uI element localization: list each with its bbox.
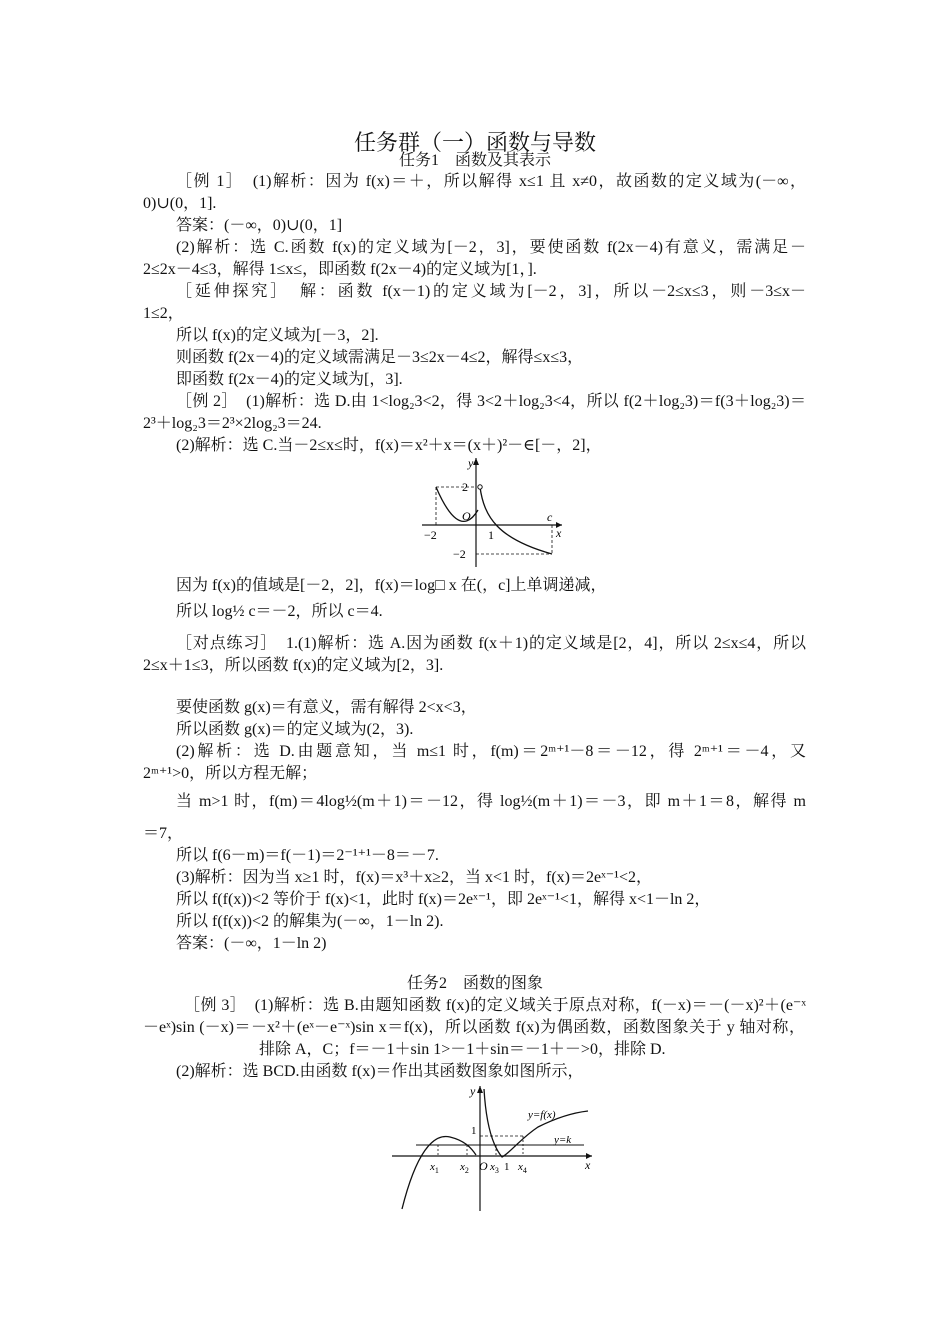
label-x1: $x_1$ — [430, 1161, 439, 1175]
origin-label: O — [462, 509, 471, 523]
tick-2: 2 — [462, 480, 468, 494]
example1-part2-line2: 2≤2x－4≤3，解得 1≤x≤，即函数 f(2x－4)的定义域为[1，]. — [143, 261, 537, 278]
example2-part2-line2: 因为 f(x)的值域是[－2，2]，f(x)＝log□ x 在(，c]上单调递减， — [176, 577, 607, 594]
example1-answer: 答案：(－∞，0)∪(0，1] — [176, 217, 343, 234]
example1-line2: 0)∪(0，1]. — [143, 195, 217, 212]
practice-line2: 2≤x＋1≤3，所以函数 f(x)的定义域为[2，3]. — [143, 657, 444, 674]
example3-line2: －eˣ)sin (－x)＝－x²＋(eˣ－e⁻ˣ)sin x＝f(x)，所以函数 f(x)为偶函数，函数图象关于 y 轴对称， — [143, 1019, 805, 1036]
label-x2: $x_2$ — [460, 1161, 469, 1175]
label-fx: y=f(x) — [528, 1109, 556, 1121]
practice-part2-line4: ＝7， — [143, 825, 184, 842]
practice-part2-line2: 2ᵐ⁺¹>0，所以方程无解； — [143, 765, 318, 782]
label-x3: $x_3$ — [490, 1161, 499, 1175]
practice-line3: 要使函数 g(x)＝有意义，需有解得 2<x<3， — [176, 699, 477, 716]
task2-title: 任务2 函数的图象 — [406, 975, 543, 992]
extension-line3: 所以 f(x)的定义域为[－3，2]. — [176, 327, 379, 344]
task1-title: 任务1 函数及其表示 — [398, 152, 551, 169]
curve-log — [480, 487, 552, 554]
example3-line1: ［例 3］ (1)解析：选 B.由题知函数 f(x)的定义域关于原点对称，f(－x)＝－(－x)²＋(e⁻ˣ — [184, 997, 806, 1014]
y-axis-arrow-icon — [473, 458, 479, 465]
practice-part2-line1: (2)解析：选 D.由题意知，当 m≤1 时，f(m)＝2ᵐ⁺¹－8＝－12，得 2ᵐ⁺¹＝－4，又 — [176, 743, 806, 760]
y-label: y — [468, 456, 474, 470]
tick-c: c — [547, 510, 553, 524]
label-x4: $x_4$ — [518, 1161, 527, 1175]
practice-part2-line3: 当 m>1 时，f(m)＝4log½(m＋1)＝－12，得 log½(m＋1)＝－3，即 m＋1＝8，解得 m — [176, 793, 806, 810]
example3-line3: 排除 A，C；f＝－1＋sin 1>－1＋sin＝－1＋－>0，排除 D. — [259, 1041, 666, 1058]
example2-line2: 2³＋log₂3＝2³×2log₂3＝24. — [143, 415, 322, 432]
tick-1: 1 — [488, 528, 494, 542]
example2-part2-line3: 所以 log½ c＝－2，所以 c＝4. — [176, 603, 383, 620]
example1-line1: ［例 1］ (1)解析：因为 f(x)＝＋，所以解得 x≤1 且 x≠0，故函数的定义域为(－∞， — [176, 173, 806, 190]
curve-right — [484, 1089, 588, 1157]
example3-part2-line1: (2)解析：选 BCD.由函数 f(x)＝作出其函数图象如图所示， — [176, 1063, 584, 1080]
example2-line1: ［例 2］ (1)解析：选 D.由 1<log₂3<2，得 3<2＋log₂3<4，所以 f(2＋log₂3)＝f(3＋log₂3)＝ — [176, 393, 806, 410]
extension-line1: ［延伸探究］ 解：函数 f(x－1)的定义域为[－2，3]，所以－2≤x≤3，则－3≤x－ — [176, 283, 806, 300]
label-k: y=k — [554, 1134, 572, 1146]
open-point — [478, 485, 482, 489]
curve-parabola — [436, 487, 478, 521]
practice-part3-answer: 答案：(－∞，1－ln 2) — [176, 935, 327, 952]
origin-label: O — [479, 1159, 488, 1173]
practice-part3-line1: (3)解析：因为当 x≥1 时，f(x)＝x³＋x≥2，当 x<1 时，f(x)＝2eˣ⁻¹<2， — [176, 869, 653, 886]
tick-1-x: 1 — [504, 1161, 510, 1173]
y-label: y — [470, 1084, 476, 1098]
tick-1-y: 1 — [471, 1125, 477, 1137]
x-label: x — [556, 526, 562, 540]
function-graph-1 — [418, 455, 568, 570]
function-graph-2 — [388, 1083, 598, 1213]
extension-line5: 即函数 f(2x－4)的定义域为[，3]. — [176, 371, 403, 388]
example2-part2-line1: (2)解析：选 C.当－2≤x≤时，f(x)＝x²＋x＝(x＋)²－∈[－，2]， — [176, 437, 602, 454]
practice-part2-line5: 所以 f(6－m)＝f(－1)＝2⁻¹⁺¹－8＝－7. — [176, 847, 439, 864]
practice-line4: 所以函数 g(x)＝的定义域为(2，3). — [176, 721, 414, 738]
example1-part2-line1: (2)解析：选 C.函数 f(x)的定义域为[－2，3]，要使函数 f(2x－4)有意义，需满足－ — [176, 239, 806, 256]
tick-neg2-y: −2 — [453, 547, 466, 561]
practice-line1: ［对点练习］ 1.(1)解析：选 A.因为函数 f(x＋1)的定义域是[2，4]，所以 2≤x≤4，所以 — [176, 635, 806, 652]
practice-part3-line2: 所以 f(f(x))<2 等价于 f(x)<1，此时 f(x)＝2eˣ⁻¹，即 2eˣ⁻¹<1，解得 x<1－ln 2， — [176, 891, 711, 908]
y-axis-arrow-icon — [477, 1086, 483, 1093]
extension-line2: 1≤2， — [143, 305, 184, 322]
practice-part3-line3: 所以 f(f(x))<2 的解集为(－∞，1－ln 2). — [176, 913, 444, 930]
extension-line4: 则函数 f(2x－4)的定义域需满足－3≤2x－4≤2，解得≤x≤3， — [176, 349, 584, 366]
page-title: 任务群（一）函数与导数 — [353, 130, 596, 155]
tick-neg2-x: −2 — [424, 528, 437, 542]
x-label: x — [585, 1158, 591, 1172]
